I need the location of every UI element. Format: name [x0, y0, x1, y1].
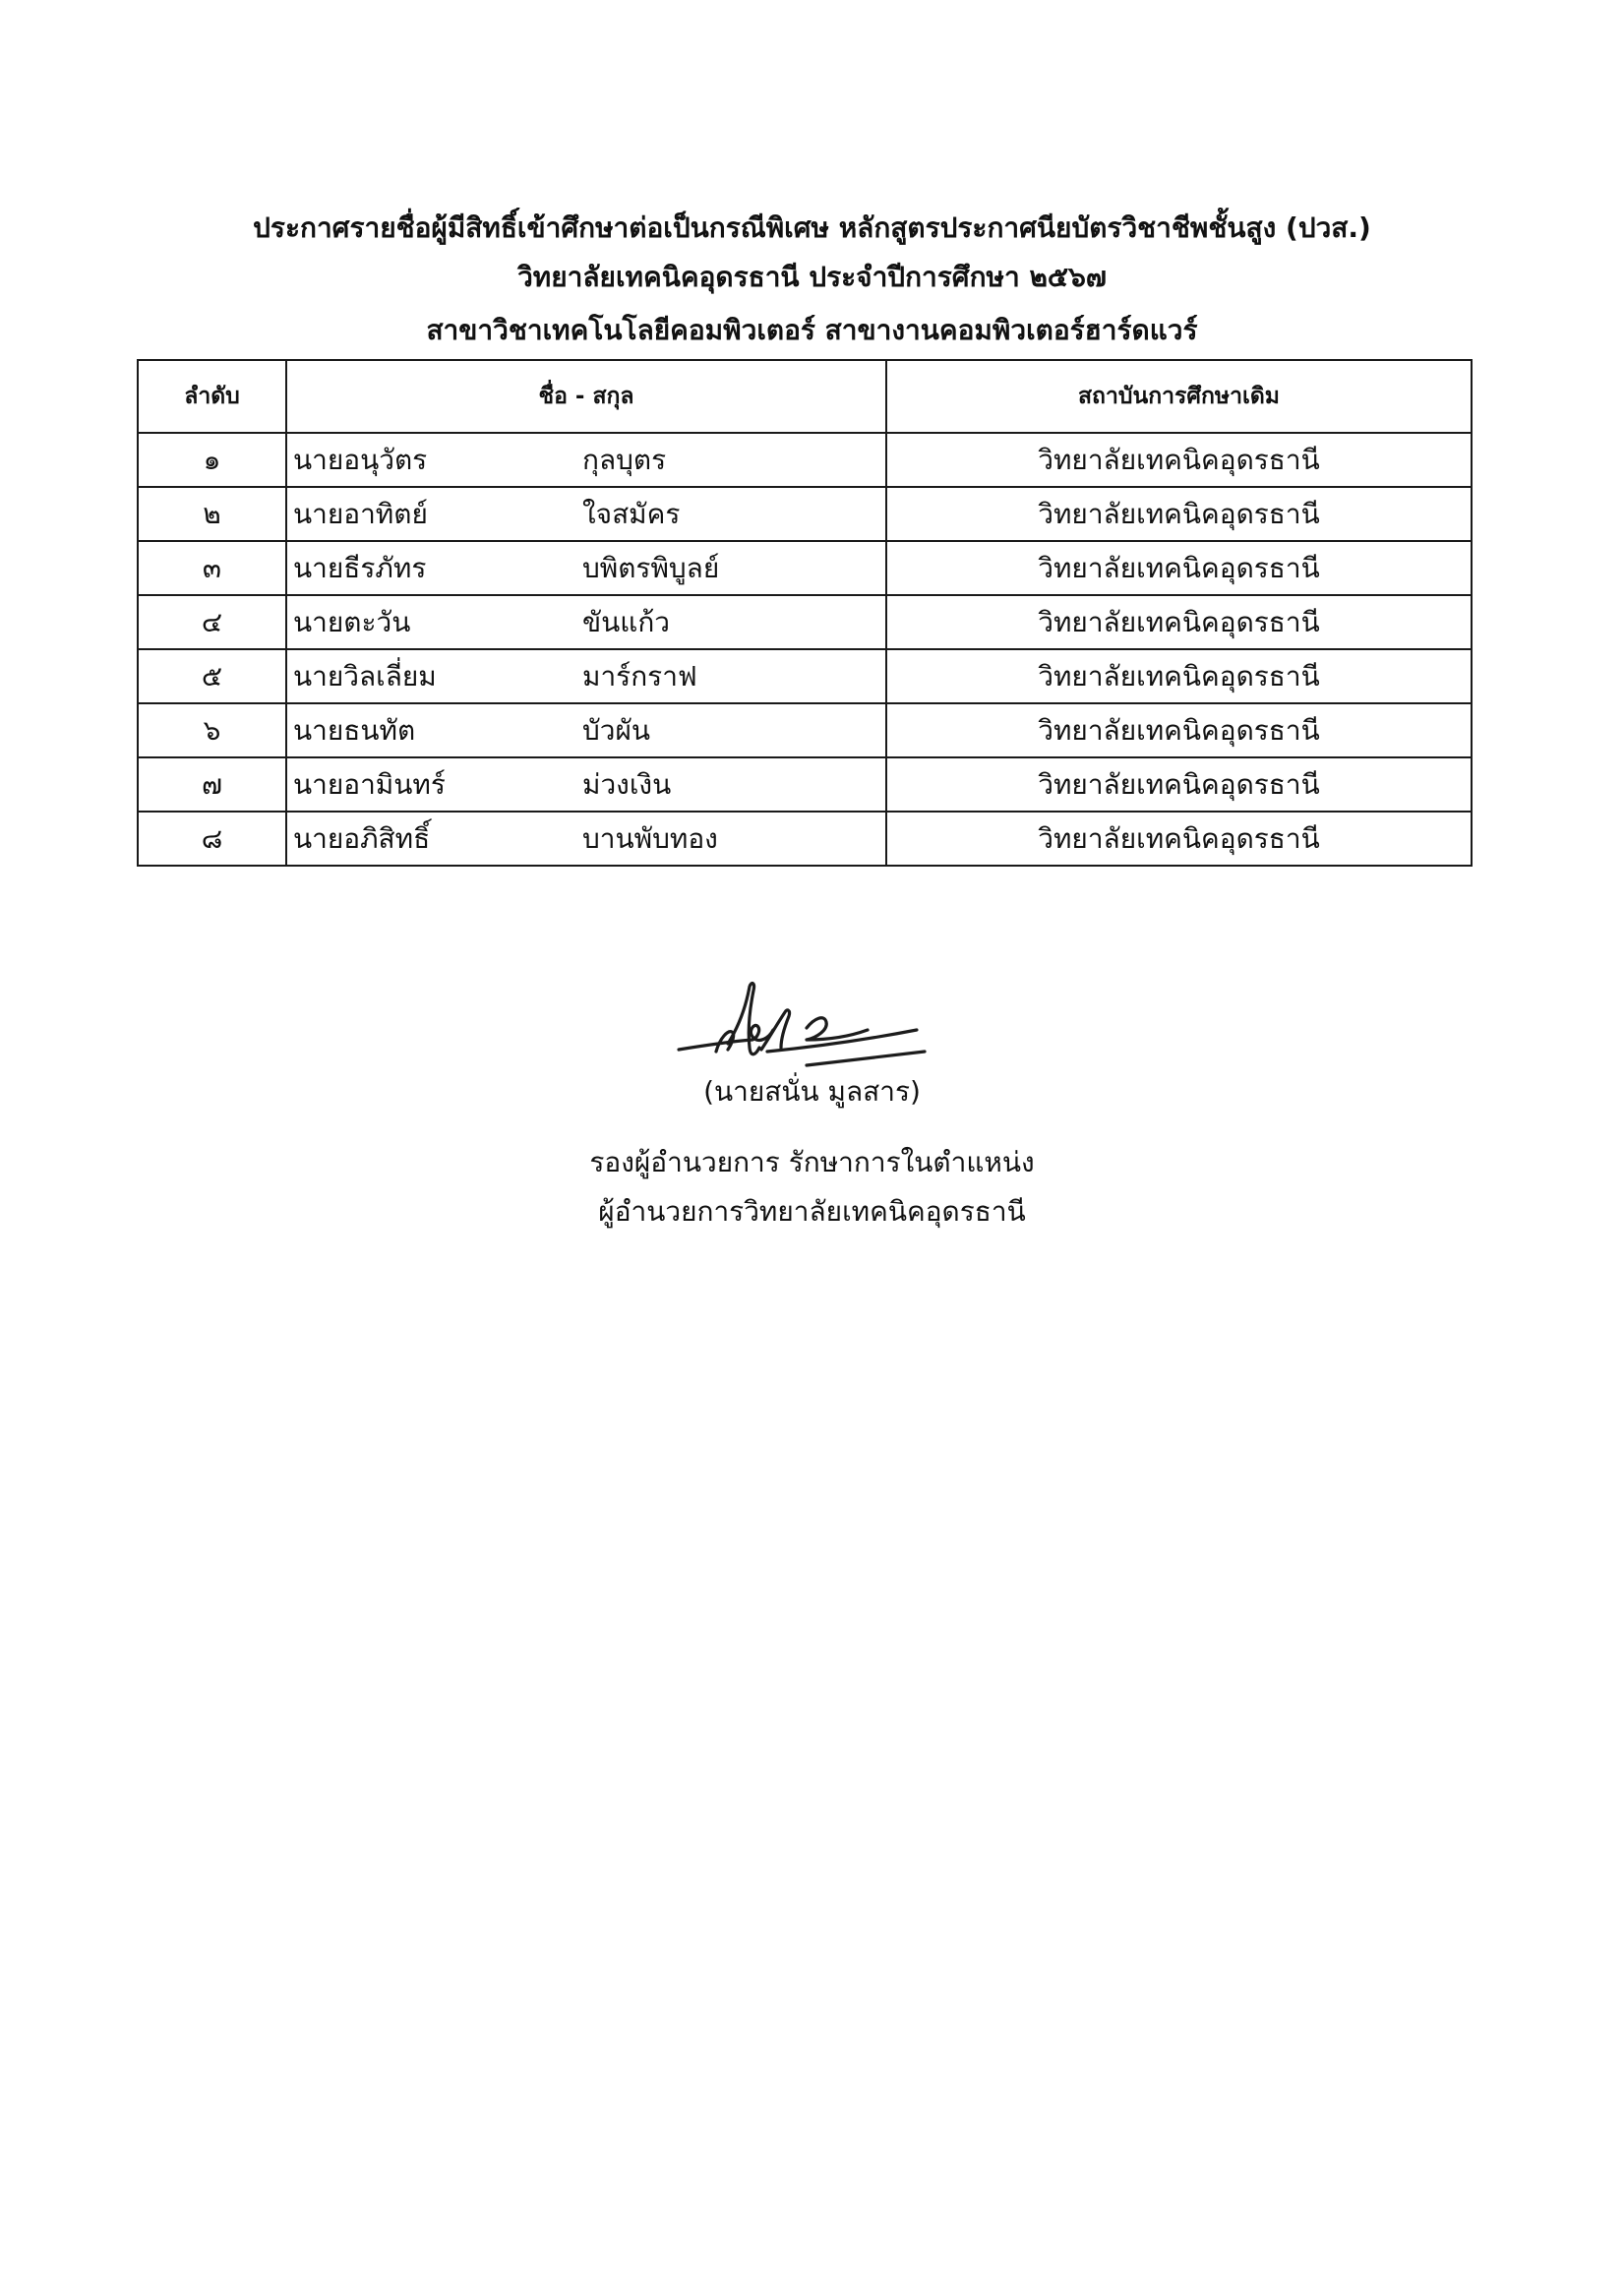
table-header-row: [138, 360, 1472, 433]
previous-institution: วิทยาลัยเทคนิคอุดรธานี: [886, 649, 1472, 703]
column-header-name: ชื่อ - สกุล: [286, 360, 886, 433]
student-roster-table: [137, 359, 1473, 867]
student-first-name: นายวิลเลี่ยม: [293, 659, 437, 693]
row-number: ๗: [138, 757, 286, 812]
row-number: ๘: [138, 812, 286, 866]
college-and-year: วิทยาลัยเทคนิคอุดรธานี ประจำปีการศึกษา ๒๕๖๗: [517, 261, 1107, 293]
table-header: [138, 360, 1472, 433]
student-name-cell: [286, 433, 886, 487]
student-name-cell: [286, 649, 886, 703]
student-last-name: บพิตรพิบูลย์: [582, 551, 720, 584]
student-name-cell: [286, 541, 886, 595]
previous-institution: วิทยาลัยเทคนิคอุดรธานี: [886, 757, 1472, 812]
table-row: [138, 649, 1472, 703]
student-name-cell: [286, 812, 886, 866]
student-name-cell: [286, 703, 886, 757]
row-number: ๑: [138, 433, 286, 487]
student-first-name: นายธนทัต: [293, 713, 416, 747]
handwritten-signature-icon: [659, 969, 934, 1077]
column-header-school: สถาบันการศึกษาเดิม: [886, 360, 1472, 433]
previous-institution: วิทยาลัยเทคนิคอุดรธานี: [886, 433, 1472, 487]
row-number: ๒: [138, 487, 286, 541]
table-row: [138, 487, 1472, 541]
table-row: [138, 812, 1472, 866]
student-first-name: นายตะวัน: [293, 605, 411, 638]
previous-institution: วิทยาลัยเทคนิคอุดรธานี: [886, 541, 1472, 595]
student-name-cell: [286, 595, 886, 649]
student-name-cell: [286, 757, 886, 812]
row-number: ๕: [138, 649, 286, 703]
signatory-name: (นายสนั่น มูลสาร): [703, 1075, 921, 1108]
table-body: [138, 433, 1472, 866]
row-number: ๓: [138, 541, 286, 595]
student-last-name: บานพับทอง: [582, 821, 718, 855]
table-row: [138, 757, 1472, 812]
previous-institution: วิทยาลัยเทคนิคอุดรธานี: [886, 812, 1472, 866]
signatory-position-acting: รองผู้อำนวยการ รักษาการในตำแหน่ง: [589, 1146, 1035, 1178]
student-last-name: ใจสมัคร: [582, 497, 681, 530]
row-number: ๔: [138, 595, 286, 649]
student-last-name: กุลบุตร: [582, 443, 667, 476]
announcement-title: ประกาศรายชื่อผู้มีสิทธิ์เข้าศึกษาต่อเป็นกรณีพิเศษ หลักสูตรประกาศนียบัตรวิชาชีพชั้นสูง (ปวส.): [253, 211, 1371, 244]
row-number: ๖: [138, 703, 286, 757]
student-first-name: นายธีรภัทร: [293, 551, 427, 584]
previous-institution: วิทยาลัยเทคนิคอุดรธานี: [886, 703, 1472, 757]
previous-institution: วิทยาลัยเทคนิคอุดรธานี: [886, 595, 1472, 649]
table-row: [138, 433, 1472, 487]
student-last-name: ม่วงเงิน: [582, 767, 672, 801]
table-row: [138, 541, 1472, 595]
student-name-cell: [286, 487, 886, 541]
table-row: [138, 703, 1472, 757]
student-first-name: นายอามินทร์: [293, 767, 446, 801]
program-and-major: สาขาวิชาเทคโนโลยีคอมพิวเตอร์ สาขางานคอมพิวเตอร์ฮาร์ดแวร์: [426, 314, 1198, 346]
student-last-name: บัวผัน: [582, 713, 651, 747]
student-first-name: นายอภิสิทธิ์: [293, 821, 431, 855]
table-row: [138, 595, 1472, 649]
student-first-name: นายอาทิตย์: [293, 497, 428, 530]
student-last-name: มาร์กราฟ: [582, 659, 697, 693]
student-last-name: ขันแก้ว: [582, 605, 671, 638]
column-header-number: ลำดับ: [138, 360, 286, 433]
previous-institution: วิทยาลัยเทคนิคอุดรธานี: [886, 487, 1472, 541]
student-first-name: นายอนุวัตร: [293, 443, 428, 476]
signatory-position-director: ผู้อำนวยการวิทยาลัยเทคนิคอุดรธานี: [598, 1195, 1026, 1228]
